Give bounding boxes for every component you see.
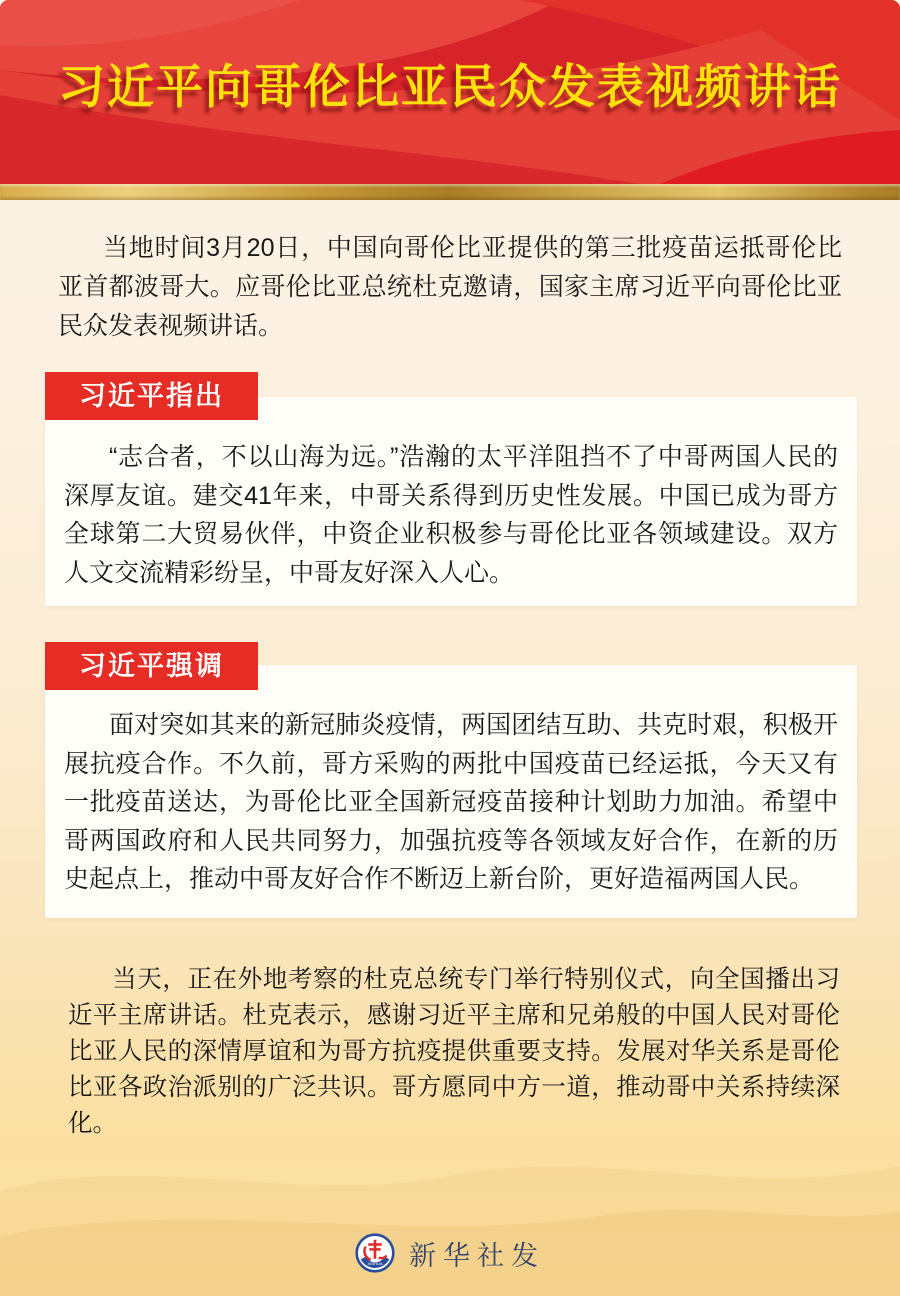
page-title: 习近平向哥伦比亚民众发表视频讲话 [58,60,842,113]
section-body-1: “志合者，不以山海为远。”浩瀚的太平洋阻挡不了中哥两国人民的深厚友谊。建交41年来，中哥关系得到历史性发展。中国已成为哥方全球第二大贸易伙伴，中资企业积极参与哥伦比亚各领域建设。双方人文交流精彩纷呈，中哥友好深入人心。 [64,443,838,587]
section-panel-2 [45,665,857,918]
gold-divider [0,184,900,200]
section-body-2: 面对突如其来的新冠肺炎疫情，两国团结互助、共克时艰，积极开展抗疫合作。不久前，哥方采购的两批中国疫苗已经运抵，今天又有一批疫苗送达，为哥伦比亚全国新冠疫苗接种计划助力加油。希望中哥两国政府和人民共同努力，加强抗疫等各领域友好合作，在新的历史起点上，推动中哥友好合作不断迈上新台阶，更好造福两国人民。 [64,711,838,893]
section-panel-1 [45,397,857,606]
closing-paragraph: 当天，正在外地考察的杜克总统专门举行特别仪式，向全国播出习近平主席讲话。杜克表示，感谢习近平主席和兄弟般的中国人民对哥伦比亚人民的深情厚谊和为哥方抗疫提供重要支持。发展对华关系是哥伦比亚各政治派别的广泛共识。哥方愿同中方一道，推动哥中关系持续深化。 [68,966,840,1137]
xinhua-logo-icon [355,1233,395,1273]
footer-credit: 新华社发 [409,1240,545,1271]
logo-ring-text: XINHUA [367,1260,383,1266]
section-badge-xi-stressed: 习近平强调 [45,642,258,690]
headline-banner [0,0,900,184]
footer [0,1230,900,1276]
intro-paragraph: 当地时间3月20日，中国向哥伦比亚提供的第三批疫苗运抵哥伦比亚首都波哥大。应哥伦比亚总统杜克邀请，国家主席习近平向哥伦比亚民众发表视频讲话。 [58,234,842,340]
section-badge-xi-pointed-out: 习近平指出 [45,372,258,420]
